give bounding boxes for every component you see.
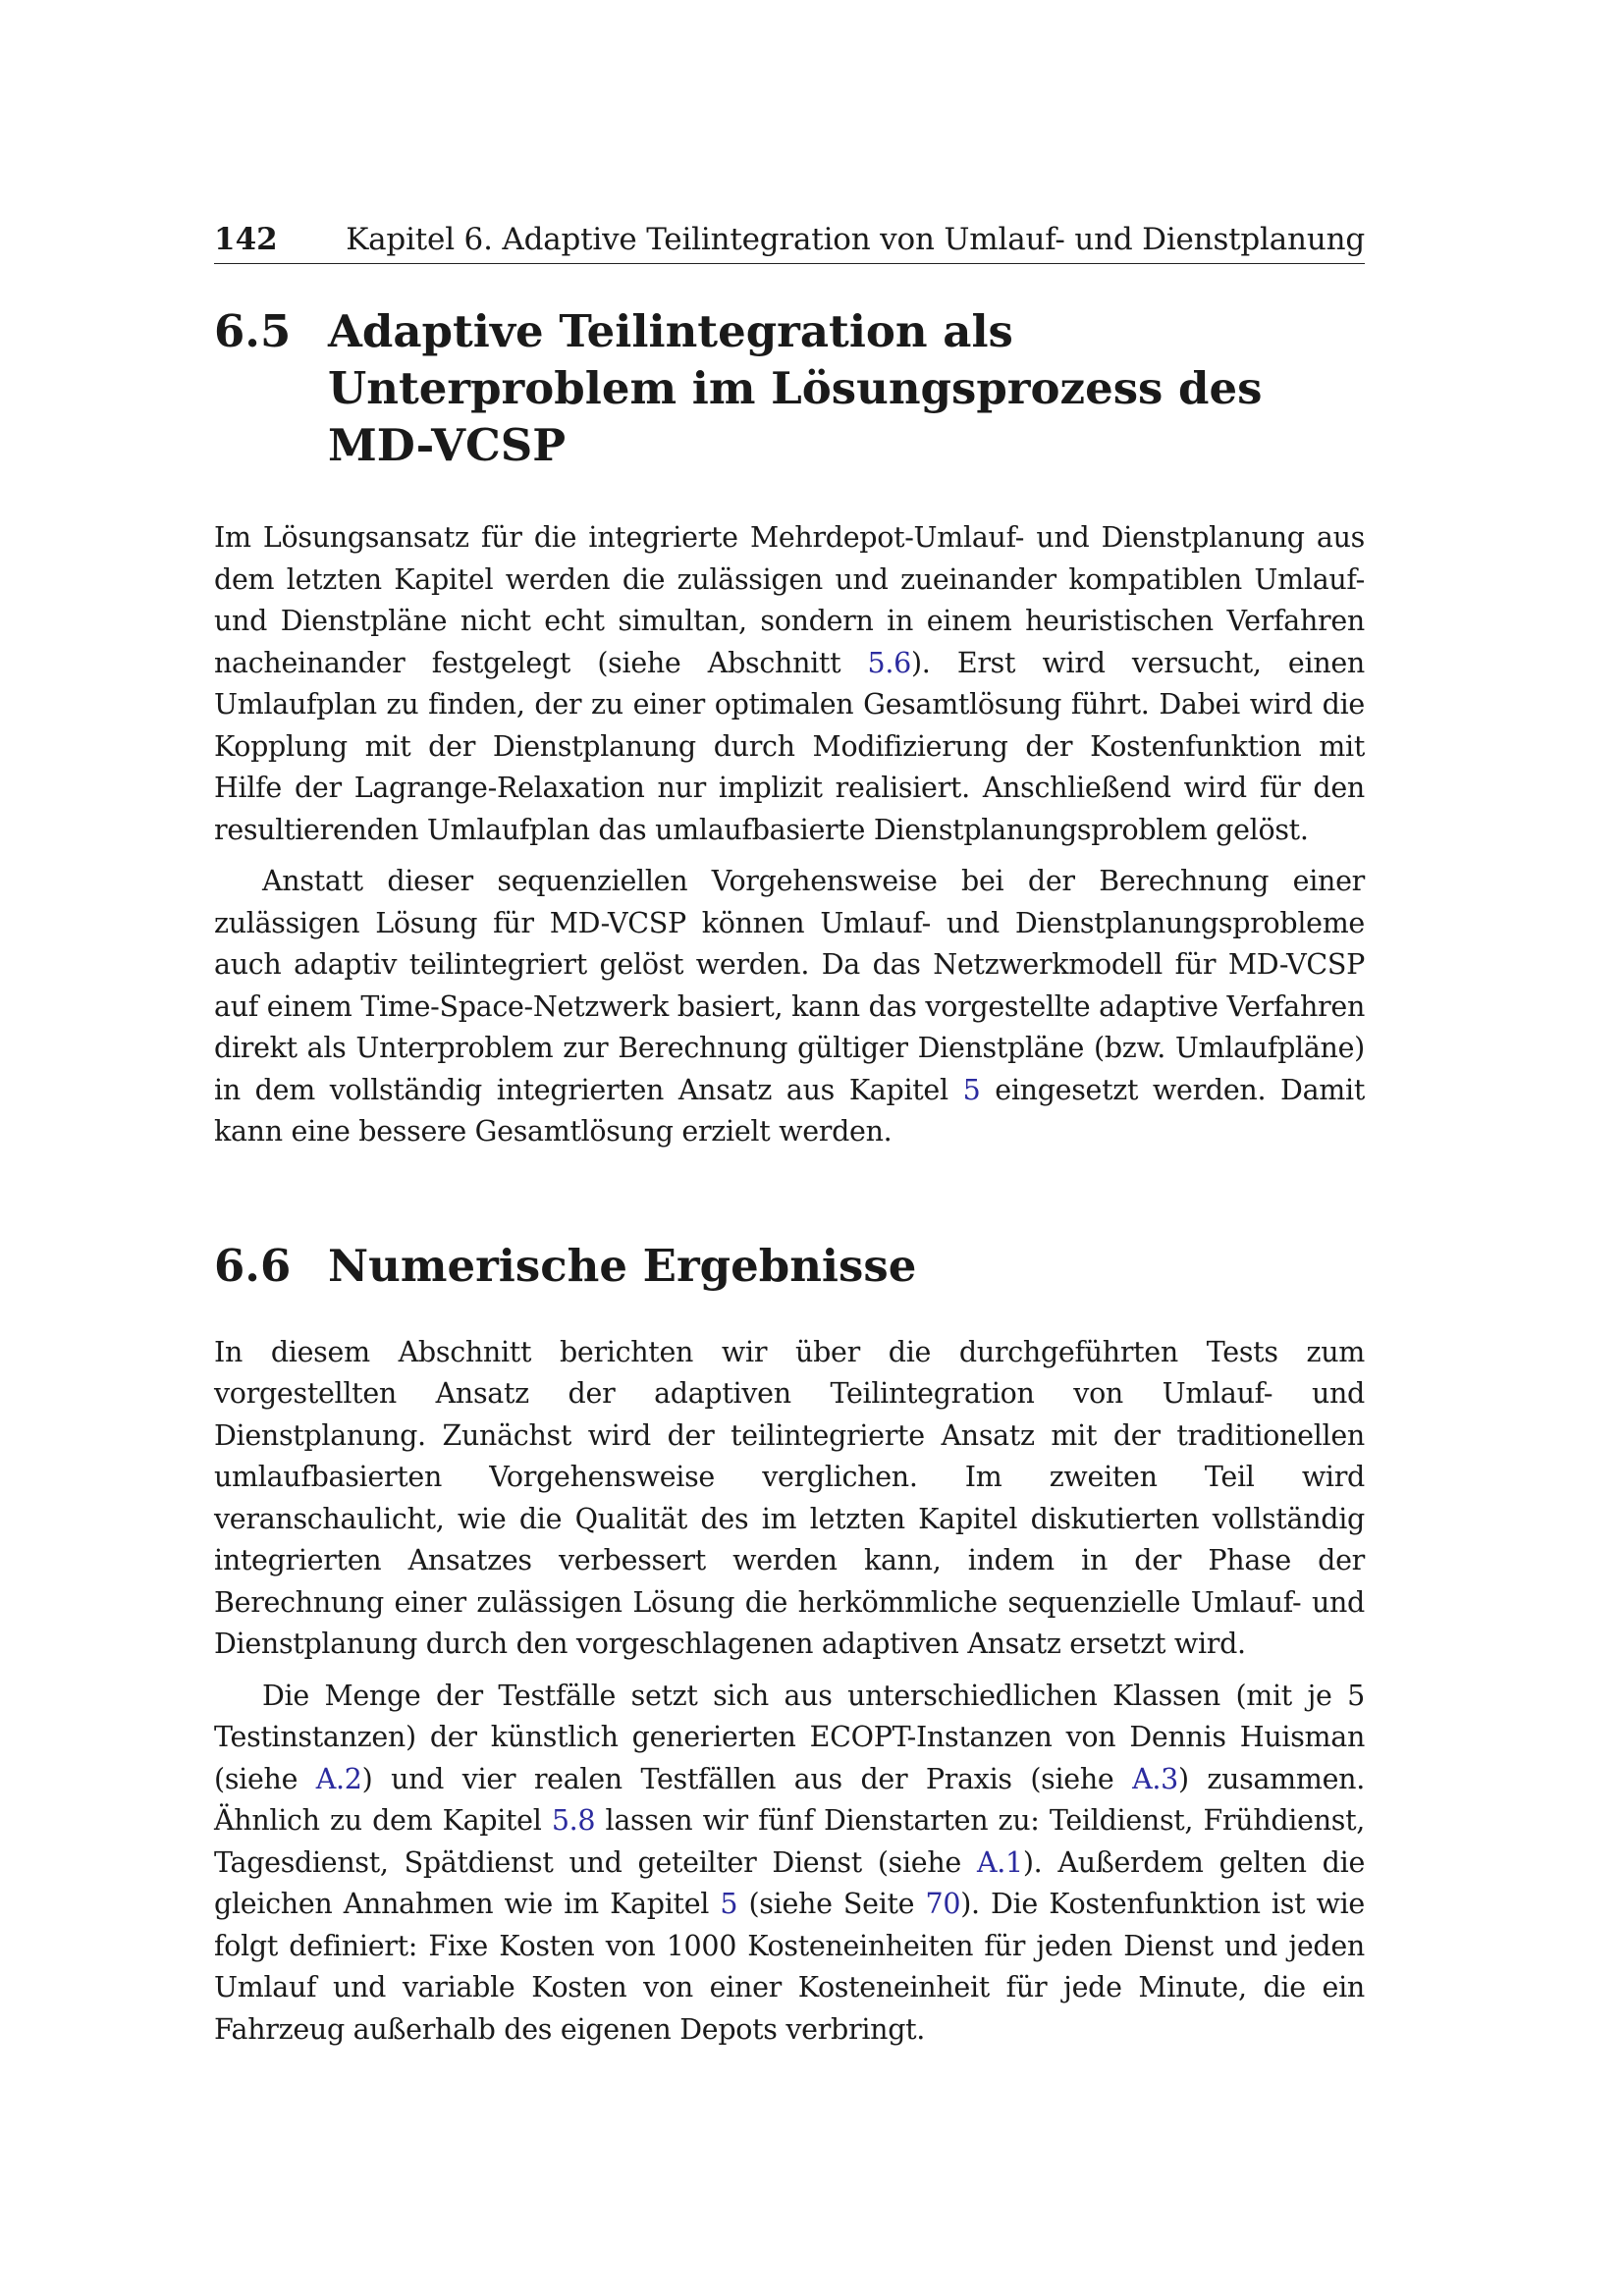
section-title: Numerische Ergebnisse	[328, 1239, 917, 1292]
cross-reference-link[interactable]: 5	[720, 1888, 738, 1920]
cross-reference-link[interactable]: A.3	[1132, 1762, 1178, 1795]
cross-reference-link[interactable]: 5.8	[551, 1804, 596, 1837]
cross-reference-link[interactable]: A.1	[976, 1845, 1023, 1879]
cross-reference-link[interactable]: 5	[962, 1073, 981, 1106]
paragraph: Im Lösungsansatz für die integrierte Mehrdepot-Umlauf- und Dienstplanung aus dem letzten Kapitel werden die zulässigen und zueinander kompatiblen Umlauf- und Dienstpläne nicht echt simultan, sondern in einem heuristischen Verfahren nacheinander festgelegt (siehe Abschnitt 5.6). Erst wird versucht, einen Umlaufplan zu finden, der zu einer optimalen Gesamtlösung führt. Dabei wird die Kopplung mit der Dienstplanung durch Modifizierung der Kostenfunktion mit Hilfe der Lagrange-Relaxation nur implizit realisiert. Anschließend wird für den resultierenden Umlaufplan das umlaufbasierte Dienstplanungsproblem gelöst.	[214, 521, 1365, 846]
section-number: 6.6	[214, 1239, 292, 1292]
paragraph: In diesem Abschnitt berichten wir über die durchgeführten Tests zum vorgestellten Ansatz der adaptiven Teilintegration von Umlauf- und Dienstplanung. Zunächst wird der teilintegrierte Ansatz mit der traditionellen umlaufbasierten Vorgehensweise verglichen. Im zweiten Teil wird veranschaulicht, wie die Qualität des im letzten Kapitel diskutierten vollständig integrierten Ansatzes verbessert werden kann, indem in der Phase der Berechnung einer zulässigen Lösung die herkömmliche sequenzielle Umlauf- und Dienstplanung durch den vorgeschlagenen adaptiven Ansatz ersetzt wird.	[214, 1335, 1365, 1660]
cross-reference-link[interactable]: 70	[925, 1888, 961, 1920]
paragraph: Die Menge der Testfälle setzt sich aus unterschiedlichen Klassen (mit je 5 Testinstanzen) der künstlich generierten ECOPT-Instanzen von Dennis Huisman (siehe A.2) und vier realen Testfällen aus der Praxis (siehe A.3) zusammen. Ähnlich zu dem Kapitel 5.8 lassen wir fünf Dienstarten zu: Teildienst, Frühdienst, Tagesdienst, Spätdienst und geteilter Dienst (siehe A.1). Außerdem gelten die gleichen Annahmen wie im Kapitel 5 (siehe Seite 70). Die Kostenfunktion ist wie folgt definiert: Fixe Kosten von 1000 Kosteneinheiten für jeden Dienst und jeden Umlauf und variable Kosten von einer Kosteneinheit für jede Minute, die ein Fahrzeug außerhalb des eigenen Depots verbringt.	[214, 1679, 1366, 2046]
page-number: 142	[214, 222, 278, 257]
page	[214, 222, 1365, 2051]
section-heading-6-5	[214, 303, 1365, 474]
running-header	[214, 222, 1365, 264]
section-title: Adaptive Teilintegration als Unterproblem im Lösungsprozess des MD-VCSP	[328, 305, 1263, 471]
paragraph: Anstatt dieser sequenziellen Vorgehensweise bei der Berechnung einer zulässigen Lösung für MD-VCSP können Umlauf- und Dienstplanungsprobleme auch adaptiv teilintegriert gelöst werden. Da das Netzwerkmodell für MD-VCSP auf einem Time-Space-Netzwerk basiert, kann das vorgestellte adaptive Verfahren direkt als Unterproblem zur Berechnung gültiger Dienstpläne (bzw. Umlaufpläne) in dem vollständig integrierten Ansatz aus Kapitel 5 eingesetzt werden. Damit kann eine bessere Gesamtlösung erzielt werden.	[214, 865, 1365, 1148]
cross-reference-link[interactable]: 5.6	[867, 646, 911, 679]
section-heading-6-6	[214, 1238, 1365, 1295]
section-number: 6.5	[214, 305, 292, 357]
cross-reference-link[interactable]: A.2	[315, 1762, 362, 1795]
chapter-title: Kapitel 6. Adaptive Teilintegration von Umlauf- und Dienstplanung	[346, 222, 1365, 257]
